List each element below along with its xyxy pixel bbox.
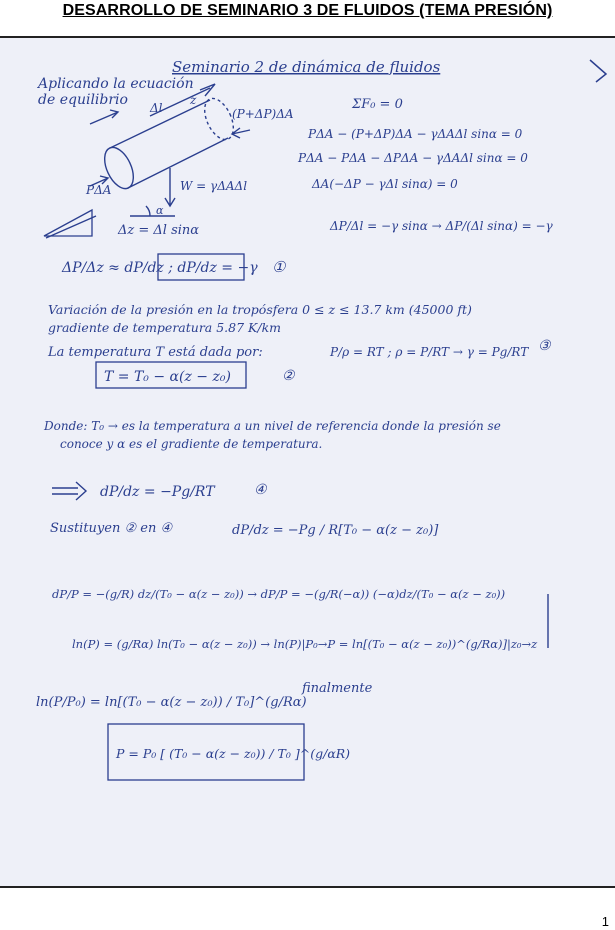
log-ratio-equation: ln(P/P₀) = ln[(T₀ − α(z − z₀)) / T₀]^(g/Rα): [36, 695, 307, 710]
final-equation: P = P₀ [ (T₀ − α(z − z₀)) / T₀ ]^(g/αR): [116, 746, 351, 761]
equation-2: T = T₀ − α(z − z₀): [104, 369, 231, 385]
right-pressure-label: (P+ΔP)ΔA: [232, 107, 294, 121]
page-number: 1: [601, 914, 609, 929]
equation-4: dP/dz = −Pg/RT: [100, 484, 215, 500]
alpha-label: α: [156, 204, 164, 217]
variation-line-2: gradiente de temperatura 5.87 K/km: [48, 320, 282, 335]
equation-3-tag: ③: [538, 338, 551, 354]
where-line-2: conoce y α es el gradiente de temperatura.: [60, 437, 323, 451]
weight-label: W = γΔAΔl: [180, 179, 248, 193]
triangle-sketch: [44, 210, 96, 238]
ratio-equation: ΔP/Δl = −γ sinα → ΔP/(Δl sinα) = −γ: [330, 219, 553, 233]
variation-line-1: Variación de la presión en la tropósfera 0 ≤ z ≤ 13.7 km (45000 ft): [48, 302, 472, 317]
intro-line-2: de equilibrio: [38, 92, 128, 108]
handwritten-notes-scan: [0, 36, 615, 888]
integral-step: ln(P) = (g/Rα) ln(T₀ − α(z − z₀)) → ln(P)|P₀→P = ln[(T₀ − α(z − z₀))^(g/Rα)]|z₀→z: [72, 637, 538, 651]
delta-l-label: Δl: [150, 101, 163, 115]
z-axis-label: z: [190, 93, 197, 107]
equation-2-tag: ②: [282, 368, 295, 384]
where-line-1: Donde: T₀ → es la temperatura a un nivel de referencia donde la presión se: [44, 419, 501, 433]
finally-label: finalmente: [302, 681, 373, 696]
equation-factored: ΔA(−ΔP − γΔl sinα) = 0: [312, 177, 458, 191]
equation-1: ΔP/Δz ≈ dP/dz ; dP/dz = −γ: [62, 260, 258, 276]
equation-balance: PΔA − (P+ΔP)ΔA − γΔAΔl sinα = 0: [308, 127, 523, 141]
equation-expanded: PΔA − PΔA − ΔPΔA − γΔAΔl sinα = 0: [298, 151, 528, 165]
dz-relation: Δz = Δl sinα: [118, 223, 200, 238]
implies-arrow: [52, 482, 86, 500]
document-title: DESARROLLO DE SEMINARIO 3 DE FLUIDOS (TEMA PRESIÓN): [62, 2, 553, 19]
left-pressure-label: PΔA: [86, 183, 112, 197]
equation-1-tag: ①: [272, 258, 286, 276]
equation-sum-forces: ΣF₀ = 0: [352, 97, 403, 112]
gas-law-equation: P/ρ = RT ; ρ = P/RT → γ = Pg/RT: [330, 345, 529, 359]
substitute-line: Sustituyen ② en ④: [50, 521, 173, 536]
intro-line-1: Aplicando la ecuación: [38, 76, 194, 92]
separation-step: dP/P = −(g/R) dz/(T₀ − α(z − z₀)) → dP/P = −(g/R(−α)) (−α)dz/(T₀ − α(z − z₀)): [52, 587, 506, 601]
temperature-line: La temperatura T está dada por:: [48, 345, 263, 360]
substituted-equation: dP/dz = −Pg / R[T₀ − α(z − z₀)]: [232, 523, 439, 538]
corner-mark: [590, 60, 606, 82]
notes-heading: Seminario 2 de dinámica de fluidos: [172, 58, 441, 76]
equation-4-tag: ④: [254, 482, 267, 498]
